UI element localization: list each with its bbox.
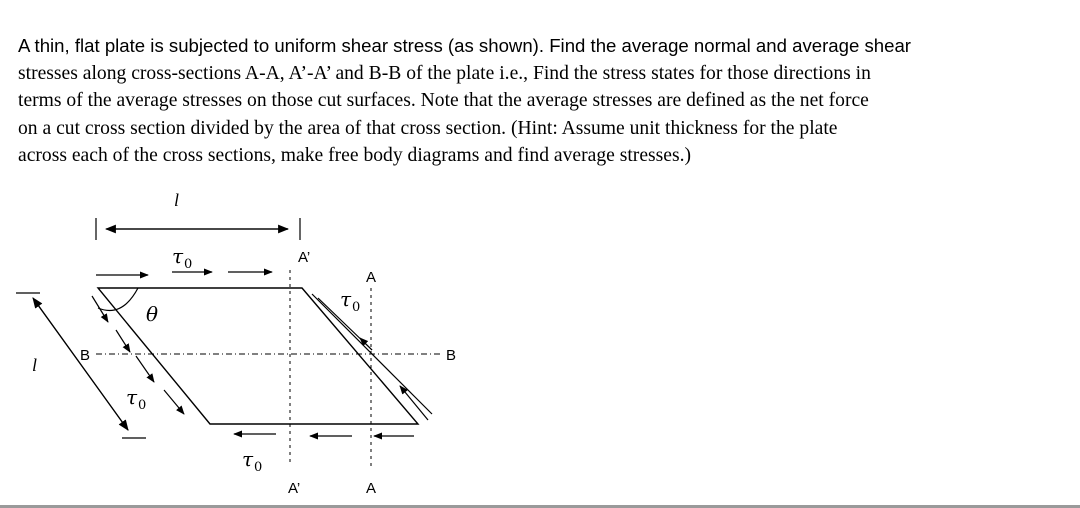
angle-arc <box>98 288 138 311</box>
section-a-bottom-label: A <box>366 480 377 497</box>
bottom-shear-arrows <box>234 434 414 436</box>
left-shear-arrows <box>92 296 184 414</box>
top-length-label: l <box>174 190 180 210</box>
svg-text:0: 0 <box>138 398 147 413</box>
problem-line-4: on a cut cross section divided by the area of that cross section. (Hint: Assume unit thickness for the plate <box>18 117 838 139</box>
svg-text:τ: τ <box>340 287 352 311</box>
section-b-right-label: B <box>446 347 457 364</box>
section-a-top-label: A <box>366 269 377 286</box>
tau-label-bottom <box>242 447 262 475</box>
problem-line-3: terms of the average stresses on those cut surfaces. Note that the average stresses are defined as the net force <box>18 90 869 112</box>
svg-text:0: 0 <box>184 257 193 272</box>
problem-line-1: A thin, flat plate is subjected to uniform shear stress (as shown). Find the average normal and average shear <box>18 35 911 56</box>
tau-label-left <box>126 385 146 413</box>
top-dimension <box>96 218 300 240</box>
svg-text:0: 0 <box>352 300 361 315</box>
svg-text:0: 0 <box>254 460 263 475</box>
svg-text:τ: τ <box>242 447 254 471</box>
svg-text:τ: τ <box>172 244 184 268</box>
tau-label-top <box>172 244 192 272</box>
tau-label-right <box>340 287 360 315</box>
problem-line-5: across each of the cross sections, make free body diagrams and find average stresses.) <box>18 145 692 167</box>
section-b-left-label: B <box>80 347 91 364</box>
svg-text:τ: τ <box>126 385 138 409</box>
right-shear-arrows <box>312 294 432 420</box>
section-a-prime-bottom-label: A’ <box>288 480 301 497</box>
angle-label: θ <box>146 302 159 326</box>
top-shear-arrows <box>96 272 272 275</box>
problem-line-2: stresses along cross-sections A-A, A’-A’ and B-B of the plate i.e., Find the stress states for those directions in <box>18 62 871 84</box>
side-length-label: l <box>32 355 38 375</box>
section-a-prime-top-label: A’ <box>298 249 311 266</box>
